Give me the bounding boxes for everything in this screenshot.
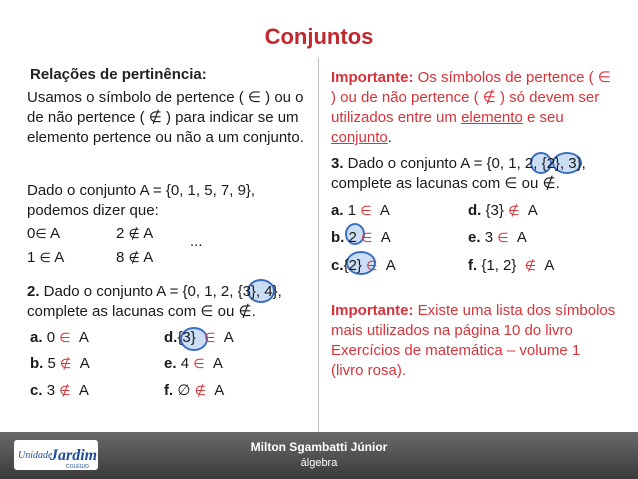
footer-subject: álgebra — [300, 457, 338, 469]
ex2-item-b: b. 5 ∉ A — [30, 355, 90, 372]
ex3-item-f: f. {1, 2} ∉ A — [468, 257, 555, 274]
section-heading-pertinencia: Relações de pertinência: — [30, 66, 207, 83]
ex2-item-d: d.{3} ∈ A — [164, 329, 234, 346]
ex2-item-a: a. 0 ∈ A — [30, 329, 89, 346]
given-set-paragraph: Dado o conjunto A = {0, 1, 5, 7, 9}, podemos dizer que: — [27, 182, 256, 219]
page-title: Conjuntos — [264, 24, 374, 49]
ex3-item-a: a. 1 ∈ A — [331, 202, 390, 219]
example-1-in-a: 1 ∈ A — [27, 249, 65, 266]
logo-word-colegio: COLÉGIO — [66, 464, 89, 470]
example-0-in-a: 0∈ A — [27, 225, 61, 242]
intro-paragraph: Usamos o símbolo de pertence ( ∈ ) ou o de não pertence ( ∉ ) para indicar se um elemento pertence ou não a um conjunto. — [27, 89, 304, 146]
ex2-item-c: c. 3 ∉ A — [30, 382, 89, 399]
ex3-item-b: b. 2 ∈ A — [331, 229, 391, 246]
ex2-item-e: e. 4 ∈ A — [164, 355, 223, 372]
exercise-2-prompt: 2. Dado o conjunto A = {0, 1, 2, {3}, 4}, complete as lacunas com ∈ ou ∉. — [27, 283, 282, 320]
footer-author: Milton Sgambatti Júnior — [250, 440, 388, 454]
column-divider — [318, 58, 319, 432]
example-8-notin-a: 8 ∉ A — [116, 249, 154, 266]
ex2-item-f: f. ∅ ∉ A — [164, 382, 225, 399]
important-note-1: Importante: Os símbolos de pertence ( ∈ ) ou de não pertence ( ∉ ) só devem ser utilizados entre um elemento e seu conjunto. — [331, 69, 611, 146]
ex3-item-e: e. 3 ∈ A — [468, 229, 527, 246]
important-note-2: Importante: Existe uma lista dos símbolos mais utilizados na página 10 do livro Exercícios de matemática – volume 1 (livro rosa). — [331, 302, 616, 379]
ex3-item-c: c.{2} ∈ A — [331, 257, 396, 274]
example-2-notin-a: 2 ∉ A — [116, 225, 154, 242]
logo-word-jardim: Jardim — [50, 447, 98, 464]
exercise-3-prompt: 3. Dado o conjunto A = {0, 1, 2, {2}, 3}, complete as lacunas com ∈ ou ∉. — [331, 155, 586, 192]
logo-word-unidade: Unidade — [18, 450, 53, 461]
ellipsis: ... — [190, 233, 203, 250]
ex3-item-d: d. {3} ∉ A — [468, 202, 538, 219]
